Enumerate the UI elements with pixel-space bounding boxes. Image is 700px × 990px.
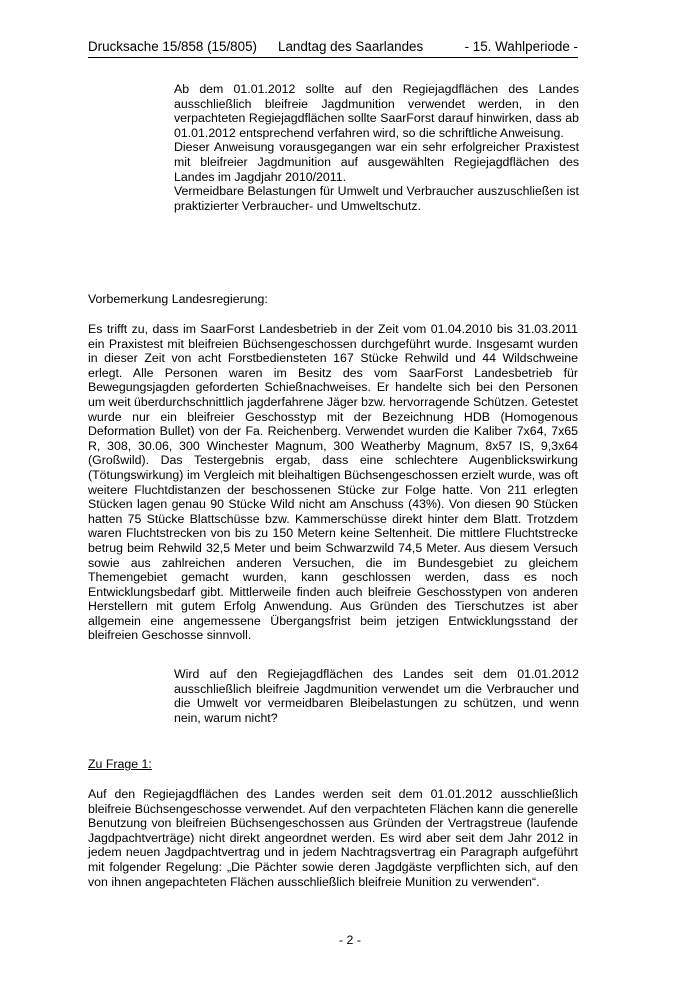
quote-paragraph: Ab dem 01.01.2012 sollte auf den Regiejagdflächen des Landes ausschließlich bleifreie Jagdmunition verwendet werden, in den verpachteten Regiejagdflächen sollte SaarForst darauf hinwirken, dass ab 01.01.2012 entsprechend verfahren wird, so die schriftliche Anweisung. — [174, 82, 579, 140]
answer-paragraph: Auf den Regiejagdflächen des Landes werden seit dem 01.01.2012 ausschließlich bleifreie Büchsengeschosse verwendet. Auf den verpachteten Flächen kann die generelle Benutzung von bleifreien Büchsengeschossen aus Gründen der Vertragstreue (laufende Jagdpachtverträge) nicht direkt angeordnet werden. Es wird aber seit dem Jahr 2012 in jedem neuen Jagdpachtvertrag und in jedem Nachtragsvertrag ein Paragraph aufgeführt mit folgender Regelung: „Die Pächter sowie deren Jagdgäste verpflichten sich, auf den von ihnen angepachteten Flächen ausschließlich bleifreie Munition zu verwenden“. — [88, 787, 578, 889]
preface-body — [88, 322, 578, 643]
header-divider — [88, 57, 578, 58]
answer-1-heading: Zu Frage 1: — [88, 757, 152, 771]
question-text: Wird auf den Regiejagdflächen des Landes seit dem 01.01.2012 ausschließlich bleifreie Jagdmunition verwendet um die Verbraucher und die Umwelt vor vermeidbaren Bleibelastungen zu schützen, und wenn nein, warum nicht? — [174, 667, 579, 725]
quote-paragraph: Dieser Anweisung vorausgegangen war ein sehr erfolgreicher Praxistest mit bleifreier Jagdmunition auf ausgewählten Regiejagdflächen des Landes im Jagdjahr 2010/2011. — [174, 140, 579, 184]
preface-heading: Vorbemerkung Landesregierung: — [88, 292, 268, 306]
parliament-name: Landtag des Saarlandes — [278, 39, 424, 54]
question-1 — [174, 667, 579, 725]
page-number: - 2 - — [339, 933, 361, 947]
quote-paragraph: Vermeidbare Belastungen für Umwelt und Verbraucher auszuschließen ist praktizierter Verbraucher- und Umweltschutz. — [174, 184, 579, 213]
preface-paragraph: Es trifft zu, dass im SaarForst Landesbetrieb in der Zeit vom 01.04.2010 bis 31.03.2011 ein Praxistest mit bleifreien Büchsengeschossen durchgeführt wurde. Insgesamt wurden in dieser Zeit von acht Forstbediensteten 167 Stücke Rehwild und 44 Wildschweine erlegt. Alle Personen waren im Besitz des vom SaarForst Landesbetrieb für Bewegungsjagden geforderten Schießnachweises. Er handelte sich bei den Personen um weit überdurchschnittlich jagderfahrene Jäger bzw. hervorragende Schützen. Getestet wurde nur ein bleifreier Geschosstyp mit der Bezeichnung HDB (Homogenous Deformation Bullet) von der Fa. Reichenberg. Verwendet wurden die Kaliber 7x64, 7x65 R, 308, 30.06, 300 Winchester Magnum, 300 Weatherby Magnum, 8x57 IS, 9,3x64 (Großwild). Das Testergebnis ergab, dass eine schlechtere Augenblickswirkung (Tötungswirkung) im Vergleich mit bleihaltigen Büchsengeschossen erzielt wurde, was oft weitere Fluchtdistanzen der beschossenen Stücke zur Folge hatte. Von 211 erlegten Stücken lagen genau 90 Stücke Wild nicht am Anschuss (43%). Von diesen 90 Stücken hatten 75 Stücke Blattschüsse bzw. Kammerschüsse direkt hinter dem Blatt. Trotzdem waren Fluchtstrecken von bis zu 150 Metern keine Seltenheit. Die mittlere Fluchtstrecke betrug beim Rehwild 32,5 Meter und beim Schwarzwild 74,5 Meter. Aus diesem Versuch sowie aus zahlreichen anderen Versuchen, die im Bundesgebiet zu gleichem Themengebiet gemacht wurden, kann geschlossen werden, dass es noch Entwicklungsbedarf gibt. Mittlerweile finden auch bleifreie Geschosstypen von anderen Herstellern mit gutem Erfolg Anwendung. Aus Gründen des Tierschutzes ist aber allgemein eine angemessene Übergangsfrist beim jetzigen Entwicklungsstand der bleifreien Geschosse sinnvoll. — [88, 322, 578, 643]
document-number: Drucksache 15/858 (15/805) — [88, 39, 257, 54]
legislative-period: - 15. Wahlperiode - — [464, 39, 578, 54]
quoted-instruction — [174, 82, 579, 213]
answer-1-body — [88, 787, 578, 889]
